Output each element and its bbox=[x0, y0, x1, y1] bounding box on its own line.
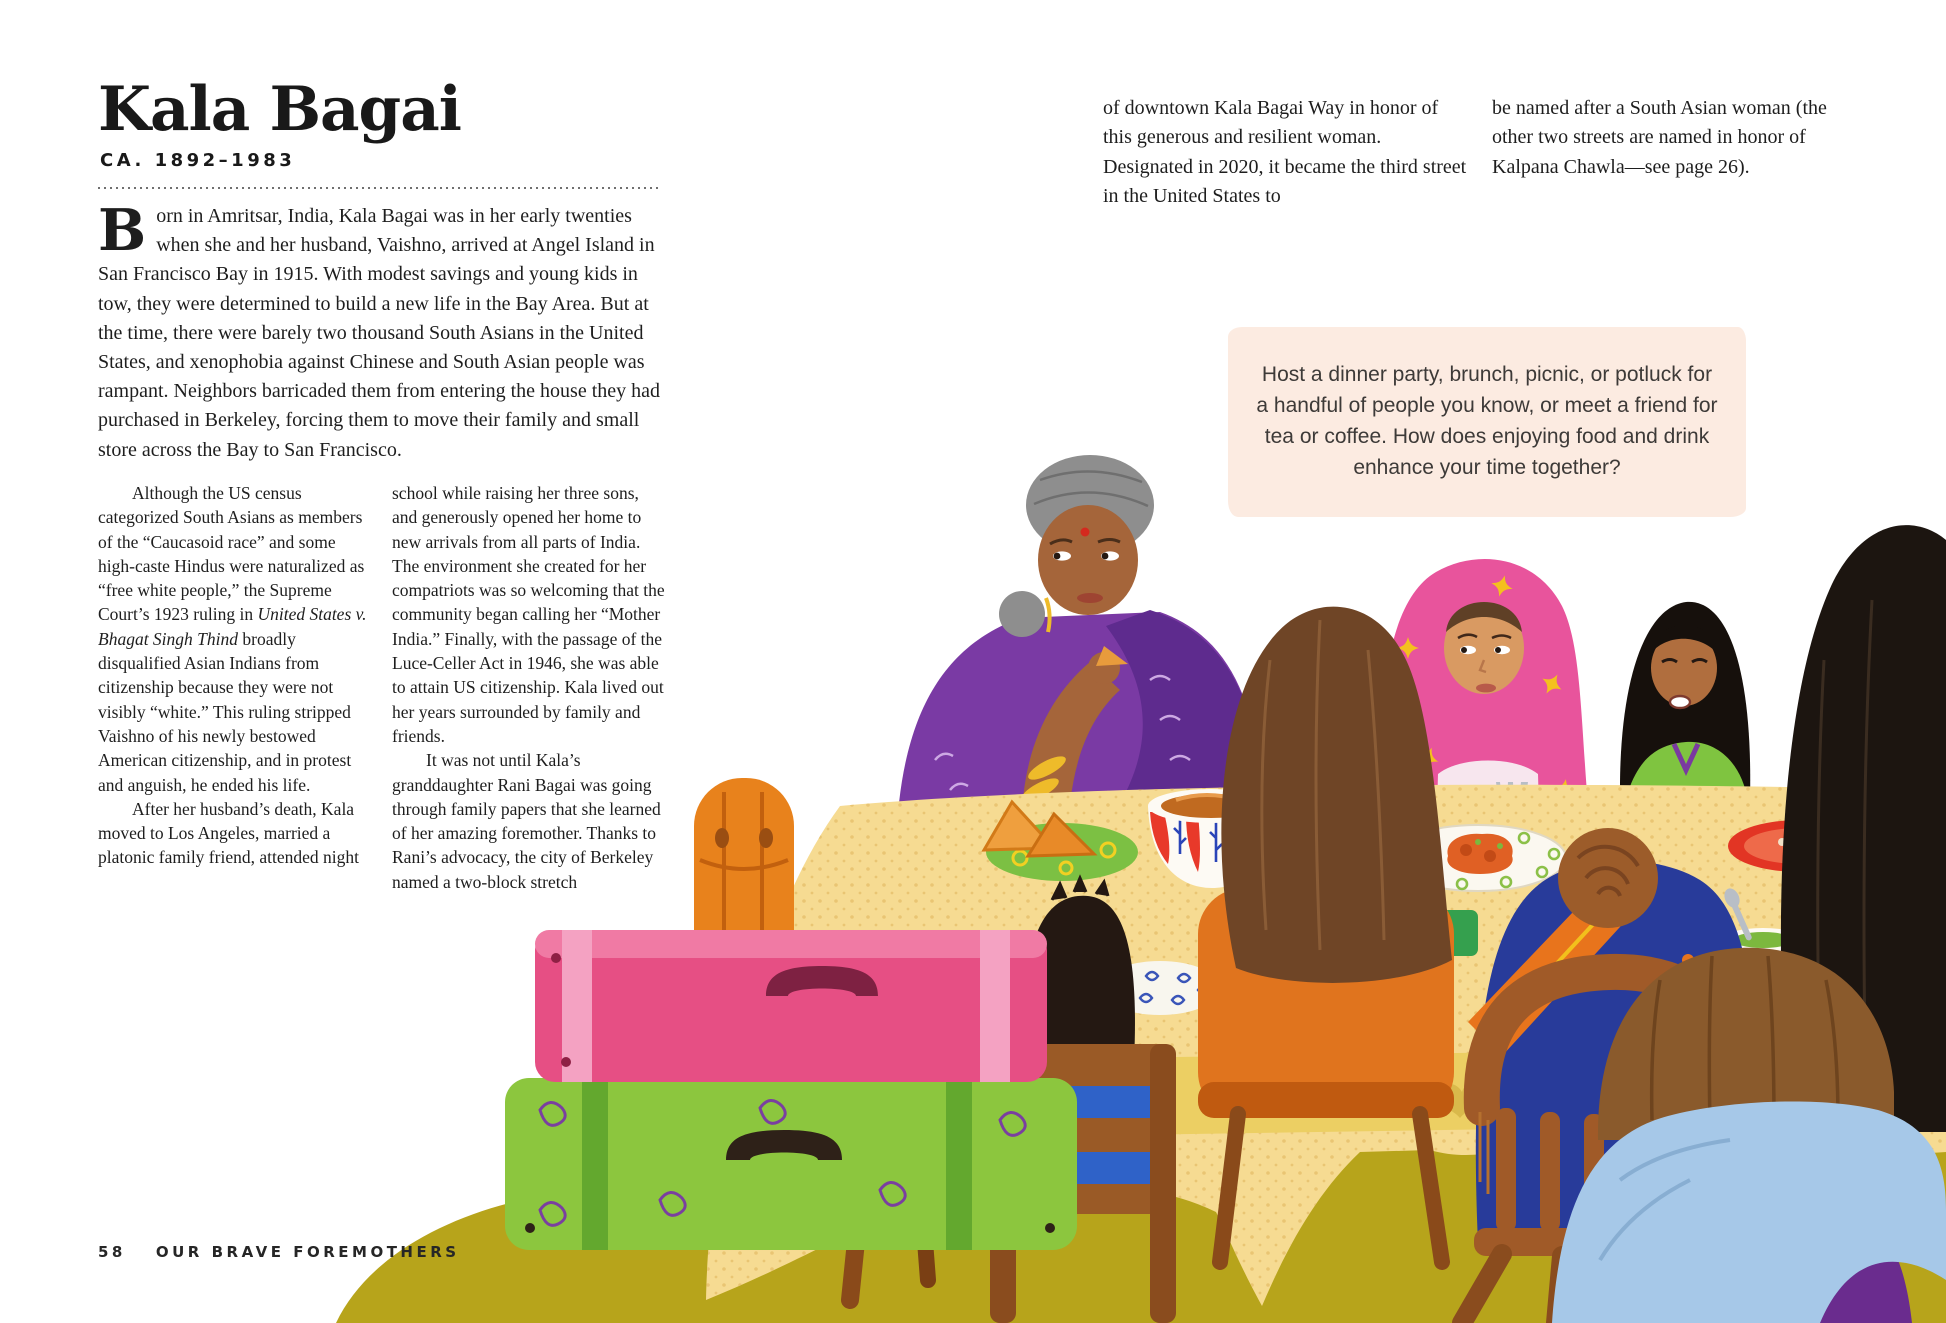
bindi bbox=[1081, 528, 1090, 537]
right-page-column-1: of downtown Kala Bagai Way in honor of this generous and resilient woman. Designated in 2020, it became the third street in the United States to bbox=[1103, 97, 1467, 208]
left-page-column-1 bbox=[98, 481, 372, 870]
hair-bun bbox=[1558, 828, 1658, 928]
right-page-column-2: be named after a South Asian woman (the other two streets are named in honor of Kalpana Chawla—see page 26). bbox=[1492, 97, 1827, 178]
lead-paragraph bbox=[98, 197, 674, 465]
page-footer bbox=[98, 1243, 460, 1261]
drop-cap: B bbox=[98, 197, 147, 264]
case-name-italic: United States v. Bhagat Singh Thind bbox=[98, 604, 367, 649]
life-dates: CA. 1892–1983 bbox=[100, 150, 296, 171]
book-title: OUR BRAVE FOREMOTHERS bbox=[155, 1243, 460, 1261]
paragraph bbox=[98, 481, 372, 797]
kala-figure bbox=[896, 455, 1268, 846]
page-title: Kala Bagai bbox=[98, 74, 461, 145]
left-page-column-2 bbox=[392, 481, 666, 894]
green-suitcase bbox=[505, 1078, 1077, 1250]
paragraph-text: broadly disqualified Asian Indians from citizenship because they were not visibly “white.” This ruling stripped Vaishno of his newly bestowed American citizenship, and in protest and anguish, he ended his life. bbox=[98, 628, 352, 795]
paragraph: After her husband’s death, Kala moved to Los Angeles, married a platonic family friend, attended night bbox=[98, 798, 359, 868]
paragraph: school while raising her three sons, and generously opened her home to new arrivals from all parts of India. The environment she created for her compatriots was so welcoming that the community began calling her “Mother India.” Finally, with the passage of the Luce-Celler Act in 1946, she was able to attain US citizenship. Kala lived out her years surrounded by family and friends. bbox=[392, 483, 665, 746]
page-number: 58 bbox=[98, 1243, 126, 1261]
paragraph: It was not until Kala’s granddaughter Rani Bagai was going through family papers that she learned of her amazing foremother. Thanks to Rani’s advocacy, the city of Berkeley named a two-block stretch bbox=[392, 750, 661, 892]
paragraph-text: Although the US census categorized South Asians as members of the “Caucasoid race” and some high-caste Hindus were naturalized as “free white people,” the Supreme Court’s 1923 ruling in bbox=[98, 483, 365, 625]
dotted-divider bbox=[98, 186, 660, 189]
pink-suitcase bbox=[535, 930, 1047, 1082]
activity-callout: Host a dinner party, brunch, picnic, or potluck for a handful of people you know, or meet a friend for tea or coffee. How does enjoying food and drink enhance your time together? bbox=[1228, 327, 1746, 517]
lead-text: orn in Amritsar, India, Kala Bagai was in her early twenties when she and her husband, Vaishno, arrived at Angel Island in San Francisco Bay in 1915. With modest savings and young kids in tow, they were determined to build a new life in the Bay Area. But at the time, there were barely two thousand South Asians in the United States, and xenophobia against Chinese and South Asian people was rampant. Neighbors barricaded them from entering the house they had purchased in Berkeley, forcing them to move their family and small store across the Bay to San Francisco. bbox=[98, 205, 661, 461]
